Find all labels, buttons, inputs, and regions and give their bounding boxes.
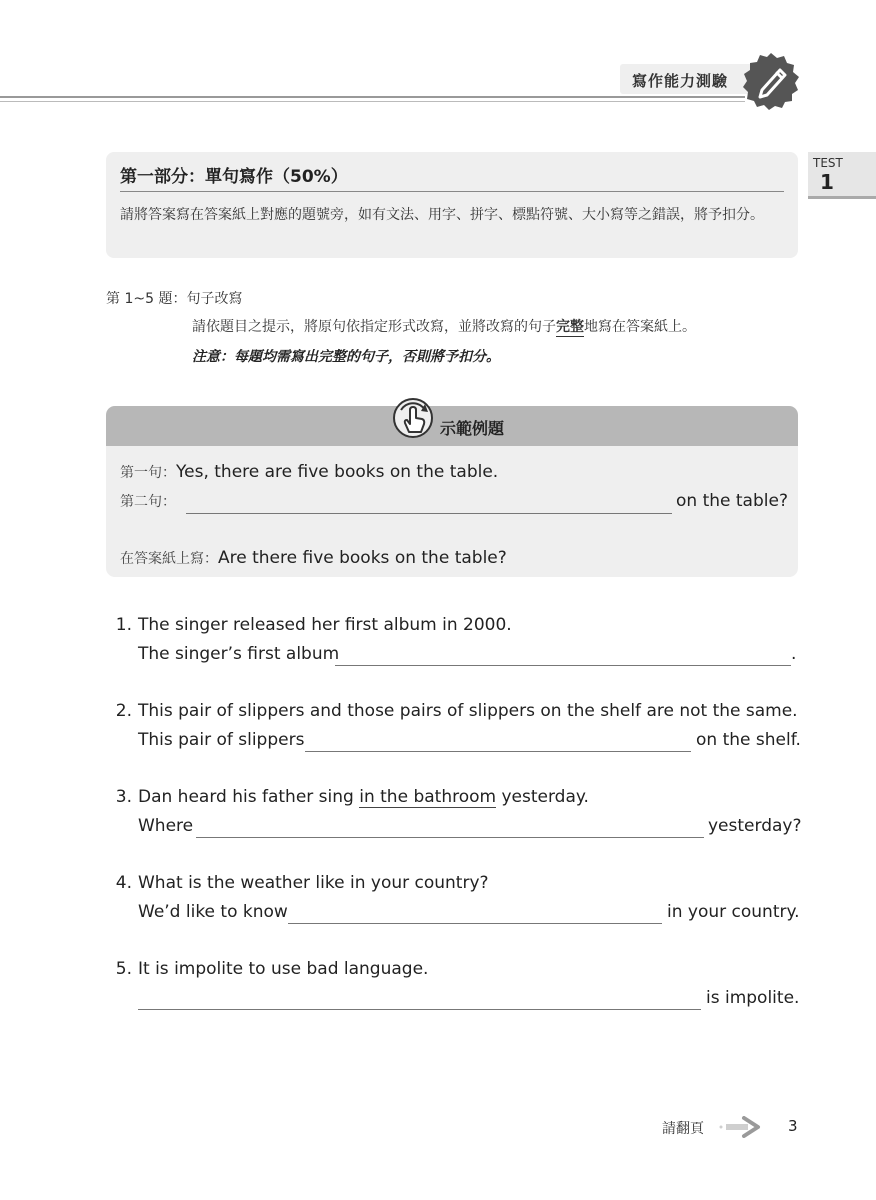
- question-number: 3.: [115, 787, 132, 807]
- part-description: 請將答案寫在答案紙上對應的題號旁，如有文法、用字、拼字、標點符號、大小寫等之錯誤，將予扣分。: [120, 207, 764, 223]
- question-original-underlined: in the bathroom: [359, 787, 497, 807]
- question-prompt-suffix: yesterday?: [708, 816, 802, 836]
- question-original-before: Dan heard his father sing: [138, 787, 360, 807]
- page-number: 3: [788, 1117, 798, 1135]
- instruction-after: 地寫在答案紙上。: [584, 319, 696, 335]
- question-number: 2.: [115, 701, 132, 721]
- header-rule: [0, 96, 745, 98]
- question-original: It is impolite to use bad language.: [138, 959, 429, 979]
- example-line1-prefix: 第一句：: [120, 465, 176, 481]
- section-note: 注意：每題均需寫出完整的句子，否則將予扣分。: [192, 349, 500, 365]
- header-title: 寫作能力測驗: [632, 72, 729, 90]
- side-tab-number: 1: [820, 170, 834, 194]
- example-answer-blank: [186, 513, 672, 514]
- question-answer-blank[interactable]: [305, 751, 691, 752]
- example-answer-line: [120, 548, 507, 568]
- question-original: What is the weather like in your country?: [138, 873, 489, 893]
- question-prompt-suffix: on the shelf.: [696, 730, 801, 750]
- question-original: The singer released her first album in 2000.: [138, 615, 512, 635]
- example-label: 示範例題: [440, 419, 505, 438]
- question-prompt-suffix: .: [791, 644, 797, 664]
- instruction-before: 請依題目之提示，將原句依指定形式改寫，並將改寫的句子: [192, 319, 556, 335]
- question-prompt-prefix: This pair of slippers: [138, 730, 305, 750]
- question-original: [138, 787, 589, 807]
- question-number: 5.: [115, 959, 132, 979]
- example-line-1: [120, 462, 498, 482]
- question-answer-blank[interactable]: [288, 923, 662, 924]
- question-prompt-prefix: We’d like to know: [138, 902, 288, 922]
- example-answer-prefix: 在答案紙上寫：: [120, 551, 218, 567]
- question-prompt-prefix: Where: [138, 816, 194, 836]
- example-line2-prefix: 第二句：: [120, 494, 176, 510]
- question-original: This pair of slippers and those pairs of slippers on the shelf are not the same.: [138, 701, 798, 721]
- example-line1-text: Yes, there are five books on the table.: [176, 462, 499, 482]
- header-rule-thin: [0, 101, 745, 102]
- turn-page-label: 請翻頁: [662, 1121, 704, 1137]
- question-number: 1.: [115, 615, 132, 635]
- question-prompt-suffix: is impolite.: [706, 988, 800, 1008]
- pencil-badge-icon: [742, 52, 800, 110]
- section-instruction: [192, 316, 696, 336]
- question-answer-blank[interactable]: [196, 837, 704, 838]
- example-line2-suffix: on the table?: [676, 491, 788, 511]
- instruction-emphasis: 完整: [556, 319, 584, 335]
- question-prompt-prefix: The singer’s first album: [138, 644, 340, 664]
- question-number: 4.: [115, 873, 132, 893]
- question-answer-blank[interactable]: [335, 665, 791, 666]
- question-answer-blank[interactable]: [138, 1009, 701, 1010]
- question-prompt-suffix: in your country.: [667, 902, 800, 922]
- side-tab-label: TEST: [813, 156, 843, 170]
- part-divider: [120, 191, 784, 192]
- question-original-after: yesterday.: [496, 787, 589, 807]
- example-answer-text: Are there five books on the table?: [218, 548, 507, 568]
- section-heading: 第 1~5 題：句子改寫: [106, 291, 243, 307]
- arrow-right-icon: [718, 1116, 762, 1138]
- part-title: 第一部分：單句寫作（50%）: [120, 167, 348, 187]
- tap-hand-icon: [392, 396, 434, 440]
